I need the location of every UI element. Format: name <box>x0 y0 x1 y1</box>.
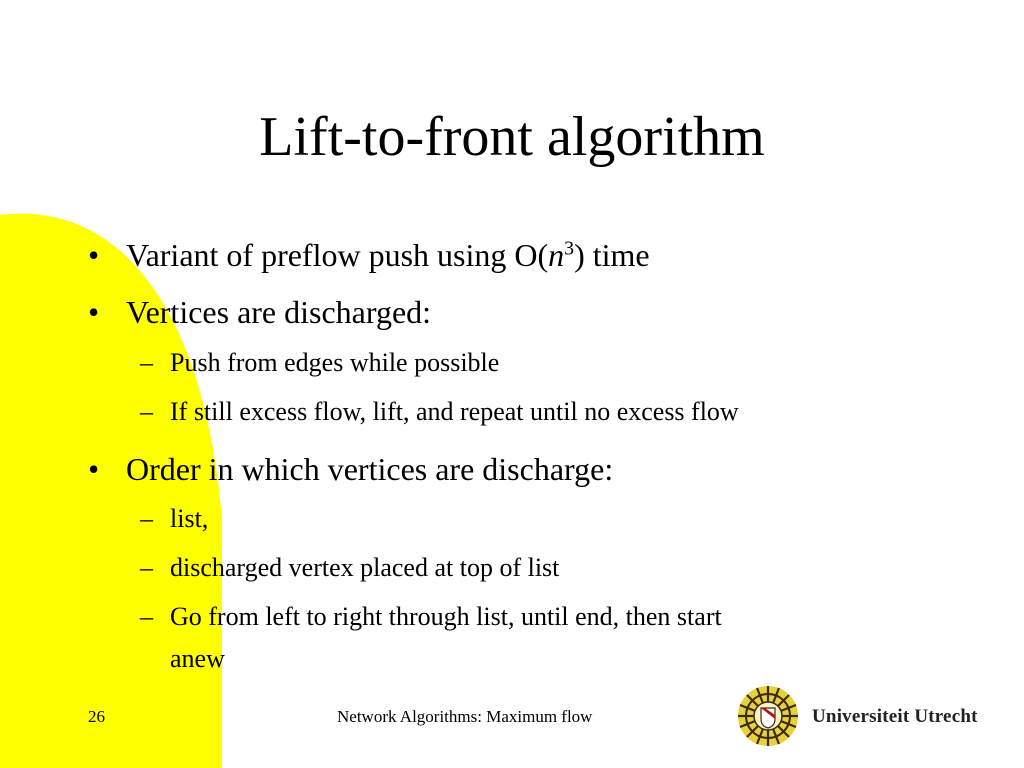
bullet-text-prefix: Variant of preflow push using O( <box>126 237 549 273</box>
sub-bullet-marker: – <box>140 602 153 631</box>
sub-bullet-text: discharged vertex placed at top of list <box>170 553 560 582</box>
sub-bullet-text: Go from left to right through list, until end, then start <box>170 602 722 631</box>
sub-bullet-text: Push from edges while possible <box>170 348 500 377</box>
footer-course-title: Network Algorithms: Maximum flow <box>337 707 593 726</box>
sub-bullet-marker: – <box>140 504 153 533</box>
bullet-marker: • <box>88 294 100 330</box>
bullet-text-suffix: ) time <box>574 237 650 273</box>
bullet-marker: • <box>88 451 100 487</box>
sub-bullet-text: list, <box>170 504 209 533</box>
sub-bullet-text: anew <box>170 644 225 673</box>
bullet-text-superscript: 3 <box>564 237 575 260</box>
university-name: Universiteit Utrecht <box>812 706 978 727</box>
sub-bullet-text: If still excess flow, lift, and repeat until no excess flow <box>170 397 739 426</box>
bullet-text: Order in which vertices are discharge: <box>126 451 614 487</box>
university-seal-icon <box>732 684 804 748</box>
slide-title: Lift-to-front algorithm <box>259 106 765 168</box>
bullet-text: Vertices are discharged: <box>126 294 432 330</box>
sub-bullet-marker: – <box>140 553 153 582</box>
bullet-text <box>126 236 650 274</box>
page-number: 26 <box>88 707 105 726</box>
sub-bullet-marker: – <box>140 397 153 426</box>
sub-bullet-marker: – <box>140 348 153 377</box>
bullet-text-italic: n <box>548 237 565 273</box>
university-logo <box>732 684 992 748</box>
bullet-marker: • <box>88 237 100 273</box>
